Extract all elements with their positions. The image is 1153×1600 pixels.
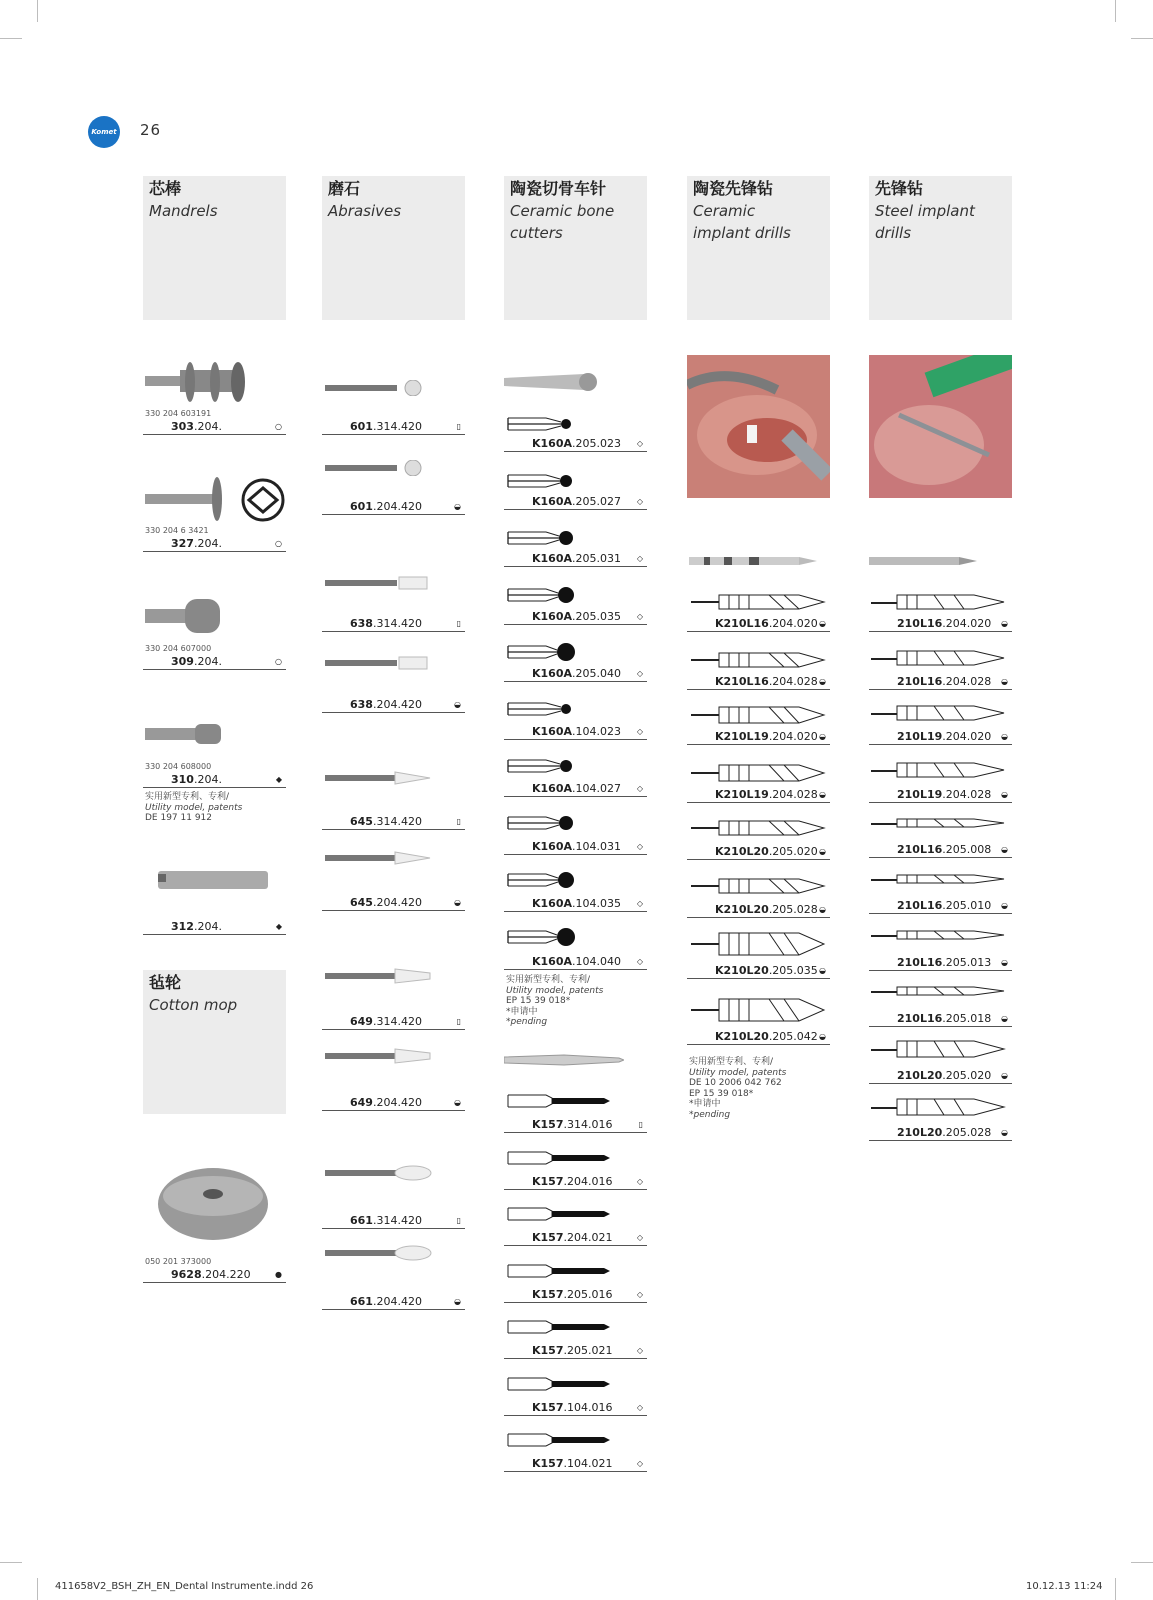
note-pending-en: *pending [689, 1109, 731, 1120]
pack-symbol-icon: ▯ [456, 817, 461, 826]
product-code-prefix: 601 [350, 500, 373, 513]
pack-symbol-icon: ◒ [819, 905, 826, 914]
product-code-suffix: .204.028 [768, 675, 818, 688]
product-code-suffix: .204.028 [942, 788, 992, 801]
bone-cutter-drawing [506, 925, 586, 949]
product-code-suffix: .204.016 [563, 1174, 613, 1188]
pack-symbol-icon: ▯ [456, 1216, 461, 1225]
bone-cutter-drawing [506, 583, 586, 607]
product-code-suffix: .314.420 [372, 1015, 422, 1028]
pack-symbol-icon: ◒ [819, 790, 826, 799]
product-code-prefix: 210L16 [897, 675, 943, 688]
product-code-suffix: .204. [193, 655, 222, 668]
product-code-suffix: .314.420 [372, 420, 422, 433]
pack-symbol-icon: ▯ [456, 422, 461, 431]
pack-symbol-icon: ◇ [636, 554, 643, 563]
pack-symbol-icon: ◇ [636, 669, 643, 678]
product-code-prefix: K210L20 [715, 845, 769, 858]
product-code-prefix: 210L19 [897, 788, 943, 801]
product-code-prefix: K157 [532, 1174, 564, 1188]
bone-cutter-patent-note [506, 975, 603, 1028]
pack-symbol-icon: ◇ [636, 1233, 643, 1242]
pack-symbol-icon: ◒ [1001, 845, 1008, 854]
pack-symbol-icon: ◒ [1001, 958, 1008, 967]
pack-symbol-icon: ◒ [819, 847, 826, 856]
note-en: Utility model, patents [506, 985, 604, 996]
product-code-prefix: K160A [532, 437, 572, 450]
ceramic-drill-overview-illustration [689, 554, 819, 568]
cotton-mop-illustration [158, 1168, 268, 1240]
note-number: DE 197 11 912 [145, 813, 213, 823]
steel-drill-drawing [869, 705, 1009, 723]
ceramic-drill-drawing [689, 594, 829, 612]
product-code-suffix: .205.035 [572, 609, 621, 623]
column-ceramic-bone-cutters [504, 176, 647, 320]
product-code-suffix: .205.023 [572, 437, 621, 450]
product-code-prefix: K210L20 [715, 903, 769, 916]
steel-drill-drawing [869, 930, 1009, 942]
product-code-suffix: .205.028 [768, 903, 818, 916]
pack-symbol-icon: ◇ [636, 1346, 643, 1355]
product-code-prefix: K160A [532, 954, 572, 968]
product-code-suffix: .204. [193, 420, 222, 433]
product-code-prefix: 303 [171, 420, 194, 433]
pack-symbol-icon: ◒ [1001, 1014, 1008, 1023]
product-code-prefix: 210L16 [897, 1012, 943, 1025]
pack-symbol-icon: ◒ [819, 677, 826, 686]
product-reference-number: 330 204 607000 [145, 644, 212, 653]
product-code-prefix: 661 [350, 1295, 373, 1308]
product-code-prefix: 210L20 [897, 1126, 943, 1139]
product-reference-number: 330 204 608000 [145, 762, 212, 771]
product-code-prefix: K210L16 [715, 675, 769, 688]
ceramic-drill-drawing [689, 820, 829, 838]
product-code-prefix: K157 [532, 1287, 564, 1301]
product-code-suffix: .204.020 [768, 730, 818, 743]
product-code-suffix: .104.031 [572, 839, 621, 853]
pack-symbol-icon: ◒ [819, 1032, 826, 1041]
column-title-zh: 陶瓷先锋钻 [693, 179, 774, 198]
product-code-suffix: .314.420 [372, 815, 422, 828]
steel-drill-drawing [869, 986, 1009, 998]
column-title-en: Mandrels [149, 202, 218, 220]
product-code-prefix: K160A [532, 609, 572, 623]
abrasive-illustration [325, 1245, 435, 1261]
note-zh: 实用新型专利、专利/ [506, 975, 591, 985]
product-code-prefix: K210L16 [715, 617, 769, 630]
pack-symbol-icon: ◒ [454, 700, 461, 709]
product-code-suffix: .205.020 [942, 1069, 992, 1082]
product-code-prefix: 645 [350, 896, 373, 909]
page-number: 26 [140, 121, 162, 139]
pack-symbol-icon: ◇ [636, 899, 643, 908]
bone-cutter-drawing [506, 868, 586, 892]
k157-overview-illustration [504, 1050, 624, 1070]
product-code-suffix: .204.028 [942, 675, 992, 688]
note-number: EP 15 39 018* [506, 996, 571, 1006]
product-code-suffix: .205.020 [768, 845, 818, 858]
pack-symbol-icon: ○ [275, 422, 282, 431]
product-code-suffix: .204. [193, 537, 222, 550]
pack-symbol-icon: ◒ [1001, 619, 1008, 628]
steel-drill-drawing [869, 650, 1009, 668]
mandrel-327-illustration [145, 476, 290, 526]
ceramic-drill-drawing [689, 706, 829, 726]
product-code-prefix: 210L16 [897, 899, 943, 912]
product-code-suffix: .204.220 [201, 1268, 251, 1281]
product-code-prefix: 638 [350, 617, 373, 630]
pack-symbol-icon: ◒ [454, 502, 461, 511]
abrasive-illustration [325, 575, 435, 591]
pack-symbol-icon: ◒ [1001, 1071, 1008, 1080]
pack-symbol-icon: ◒ [819, 619, 826, 628]
column-abrasives [322, 176, 465, 320]
note-en: Utility model, patents [689, 1067, 787, 1078]
mandrel-312-illustration [150, 868, 275, 892]
bone-cutter-drawing [506, 697, 586, 721]
ceramic-drill-drawing [689, 764, 829, 784]
steel-drill-clinical-photo [869, 355, 1012, 498]
product-code-suffix: .205.018 [942, 1012, 992, 1025]
k157-drawing [506, 1318, 611, 1336]
pack-symbol-icon: ● [275, 1270, 282, 1279]
product-code-suffix: .204.028 [768, 788, 818, 801]
footer-date-time: 10.12.13 11:24 [1026, 1581, 1103, 1592]
k157-drawing [506, 1375, 611, 1393]
note-number: DE 10 2006 042 762 [689, 1078, 782, 1088]
product-code-prefix: 210L20 [897, 1069, 943, 1082]
product-code-prefix: K160A [532, 667, 572, 680]
product-code-suffix: .205.013 [942, 956, 992, 969]
product-code-suffix: .314.420 [372, 617, 422, 630]
k157-drawing [506, 1149, 611, 1167]
section-cotton-mop [143, 970, 286, 1114]
product-code-suffix: .204.020 [942, 617, 992, 630]
ceramic-drill-drawing [689, 878, 829, 896]
pack-symbol-icon: ◇ [636, 1176, 643, 1186]
product-code-prefix: 312 [171, 920, 194, 933]
product-code-prefix: K160A [532, 782, 572, 795]
pack-symbol-icon: ◆ [275, 922, 282, 931]
abrasive-illustration [325, 1165, 435, 1181]
steel-drill-drawing [869, 762, 1009, 780]
note-pending-en: *pending [506, 1017, 548, 1027]
pack-symbol-icon: ◇ [636, 1402, 643, 1412]
column-mandrels [143, 176, 286, 320]
ceramic-drill-patent-note [689, 1057, 786, 1120]
product-code-prefix: K160A [532, 552, 572, 565]
product-code-suffix: .104.021 [563, 1457, 613, 1470]
pack-symbol-icon: ◒ [1001, 901, 1008, 910]
k157-drawing [506, 1431, 611, 1449]
mandrel-310-illustration [145, 720, 225, 750]
pack-symbol-icon: ◇ [636, 841, 643, 851]
section-title-zh: 毡轮 [149, 973, 182, 992]
pack-symbol-icon: ◇ [636, 611, 643, 621]
steel-drill-drawing [869, 594, 1009, 612]
bone-cutter-drawing [506, 811, 586, 835]
product-code-suffix: .104.040 [572, 954, 621, 968]
product-code-prefix: K210L20 [715, 1030, 769, 1043]
pack-symbol-icon: ◒ [1001, 732, 1008, 741]
note-zh: 实用新型专利、专利/ [689, 1057, 774, 1067]
product-code-prefix: K210L20 [715, 964, 769, 977]
product-code-prefix: K157 [532, 1118, 564, 1131]
k157-drawing [506, 1092, 611, 1110]
product-reference-number: 330 204 603191 [145, 409, 212, 418]
product-code-suffix: .104.035 [572, 897, 621, 910]
pack-symbol-icon: ◒ [454, 1297, 461, 1306]
ceramic-drill-drawing [689, 998, 829, 1024]
product-code-suffix: .204.420 [372, 698, 422, 711]
column-title-zh: 先锋钻 [875, 179, 924, 198]
product-code-prefix: K210L19 [715, 730, 769, 743]
pack-symbol-icon: ○ [275, 539, 282, 548]
abrasive-illustration [325, 460, 435, 476]
pack-symbol-icon: ◇ [636, 784, 643, 793]
pack-symbol-icon: ◆ [275, 775, 282, 784]
pack-symbol-icon: ▯ [638, 1120, 643, 1129]
product-code-suffix: .204. [193, 920, 222, 933]
pack-symbol-icon: ◒ [454, 898, 461, 907]
steel-drill-overview-illustration [869, 554, 979, 568]
product-code-suffix: .204.021 [563, 1231, 613, 1244]
product-code-prefix: K157 [532, 1457, 564, 1470]
bone-cutter-drawing [506, 640, 586, 664]
product-code-suffix: .205.016 [563, 1287, 613, 1301]
note-pending-zh: *申请中 [506, 1006, 538, 1017]
column-steel-implant-drills [869, 176, 1012, 320]
product-code-prefix: 638 [350, 698, 373, 711]
note-zh: 实用新型专利、专利/ [145, 792, 230, 802]
ceramic-drill-drawing [689, 652, 829, 670]
product-code-suffix: .104.027 [572, 782, 621, 795]
bone-cutter-drawing [506, 412, 586, 436]
mandrel-309-illustration [145, 595, 225, 640]
pack-symbol-icon: ◇ [636, 1289, 643, 1299]
k157-drawing [506, 1205, 611, 1223]
product-reference-number: 050 201 373000 [145, 1257, 212, 1266]
product-code-suffix: .205.010 [942, 899, 992, 912]
steel-drill-drawing [869, 874, 1009, 886]
pack-symbol-icon: ◒ [1001, 677, 1008, 686]
abrasive-illustration [325, 968, 435, 984]
product-code-prefix: K160A [532, 839, 572, 853]
pack-symbol-icon: ◇ [636, 956, 643, 966]
pack-symbol-icon: ◒ [1001, 790, 1008, 799]
bone-cutter-overview-illustration [504, 370, 599, 395]
pack-symbol-icon: ◒ [454, 1098, 461, 1107]
product-code-suffix: .104.023 [572, 724, 621, 738]
ceramic-drill-drawing [689, 932, 829, 958]
product-code-prefix: 649 [350, 1096, 373, 1109]
column-ceramic-implant-drills [687, 176, 830, 320]
pack-symbol-icon: ◇ [636, 726, 643, 736]
product-code-prefix: K157 [532, 1400, 564, 1414]
footer-file-info: 411658V2_BSH_ZH_EN_Dental Instrumente.indd 26 [55, 1581, 314, 1592]
section-title-en: Cotton mop [149, 996, 238, 1014]
abrasive-illustration [325, 850, 435, 866]
product-code-suffix: .204.420 [372, 500, 422, 513]
pack-symbol-icon: ◇ [636, 1459, 643, 1468]
bone-cutter-drawing [506, 526, 586, 550]
product-code-suffix: .205.031 [572, 552, 621, 565]
steel-drill-drawing [869, 1040, 1009, 1060]
product-code-suffix: .204.020 [942, 730, 992, 743]
column-title-en: Ceramic implant drills [693, 202, 791, 242]
mandrel-patent-note [145, 792, 242, 824]
product-code-suffix: .104.016 [563, 1400, 613, 1414]
abrasive-illustration [325, 655, 435, 671]
abrasive-illustration [325, 380, 435, 396]
product-code-prefix: 309 [171, 655, 194, 668]
product-code-suffix: .205.040 [572, 667, 621, 680]
product-code-suffix: .204.420 [372, 1096, 422, 1109]
product-code-prefix: K157 [532, 1231, 564, 1244]
column-title-zh: 陶瓷切骨车针 [510, 179, 607, 198]
product-code-prefix: K160A [532, 494, 572, 508]
product-code-suffix: .205.028 [942, 1126, 992, 1139]
pack-symbol-icon: ▯ [456, 619, 461, 628]
bone-cutter-drawing [506, 754, 586, 778]
column-title-en: Ceramic bone cutters [510, 202, 615, 242]
column-title-zh: 芯棒 [149, 179, 182, 198]
pack-symbol-icon: ◇ [636, 496, 643, 506]
pack-symbol-icon: ▯ [456, 1017, 461, 1026]
pack-symbol-icon: ◒ [819, 732, 826, 741]
product-code-suffix: .204.020 [768, 617, 818, 630]
column-title-en: Abrasives [328, 202, 402, 220]
product-code-prefix: 310 [171, 773, 194, 786]
product-code-prefix: K210L19 [715, 788, 769, 801]
product-code-prefix: 649 [350, 1015, 373, 1028]
steel-drill-drawing [869, 1098, 1009, 1118]
note-pending-zh: *申请中 [689, 1099, 721, 1109]
note-number-2: EP 15 39 018* [689, 1088, 754, 1099]
pack-symbol-icon: ◒ [1001, 1128, 1008, 1137]
product-code-suffix: .205.008 [942, 843, 992, 856]
steel-drill-drawing [869, 818, 1009, 830]
product-code-prefix: K157 [532, 1344, 564, 1357]
product-code-prefix: 327 [171, 537, 194, 550]
product-code-suffix: .314.016 [563, 1118, 613, 1131]
product-code-suffix: .205.021 [563, 1344, 613, 1357]
pack-symbol-icon: ◇ [636, 439, 643, 448]
product-reference-number: 330 204 6 3421 [145, 526, 209, 535]
product-code-prefix: K160A [532, 724, 572, 738]
product-code-suffix: .204.420 [372, 896, 422, 909]
product-code-prefix: 210L19 [897, 730, 943, 743]
product-code-prefix: 210L16 [897, 843, 943, 856]
pack-symbol-icon: ○ [275, 657, 282, 666]
product-code-prefix: 645 [350, 815, 373, 828]
product-code-prefix: 9628 [171, 1268, 202, 1281]
k157-drawing [506, 1262, 611, 1280]
abrasive-illustration [325, 1048, 435, 1064]
product-code-suffix: .205.027 [572, 494, 621, 508]
abrasive-illustration [325, 770, 435, 786]
product-code-prefix: 661 [350, 1214, 373, 1227]
komet-logo: Komet [88, 116, 120, 148]
product-code-suffix: .314.420 [372, 1214, 422, 1227]
product-code-prefix: 210L16 [897, 956, 943, 969]
product-code-prefix: K160A [532, 897, 572, 910]
product-code-suffix: .205.035 [768, 964, 818, 977]
note-en: Utility model, patents [145, 802, 243, 813]
product-code-prefix: 601 [350, 420, 373, 433]
product-code-suffix: .204. [193, 773, 222, 786]
product-code-suffix: .205.042 [768, 1030, 818, 1043]
mandrel-303-illustration [145, 360, 250, 405]
column-title-zh: 磨石 [328, 179, 361, 198]
pack-symbol-icon: ◒ [819, 966, 826, 975]
product-code-suffix: .204.420 [372, 1295, 422, 1308]
column-title-en: Steel implant drills [875, 202, 975, 242]
product-code-prefix: 210L16 [897, 617, 943, 630]
bone-cutter-drawing [506, 469, 586, 493]
ceramic-drill-clinical-photo [687, 355, 830, 498]
